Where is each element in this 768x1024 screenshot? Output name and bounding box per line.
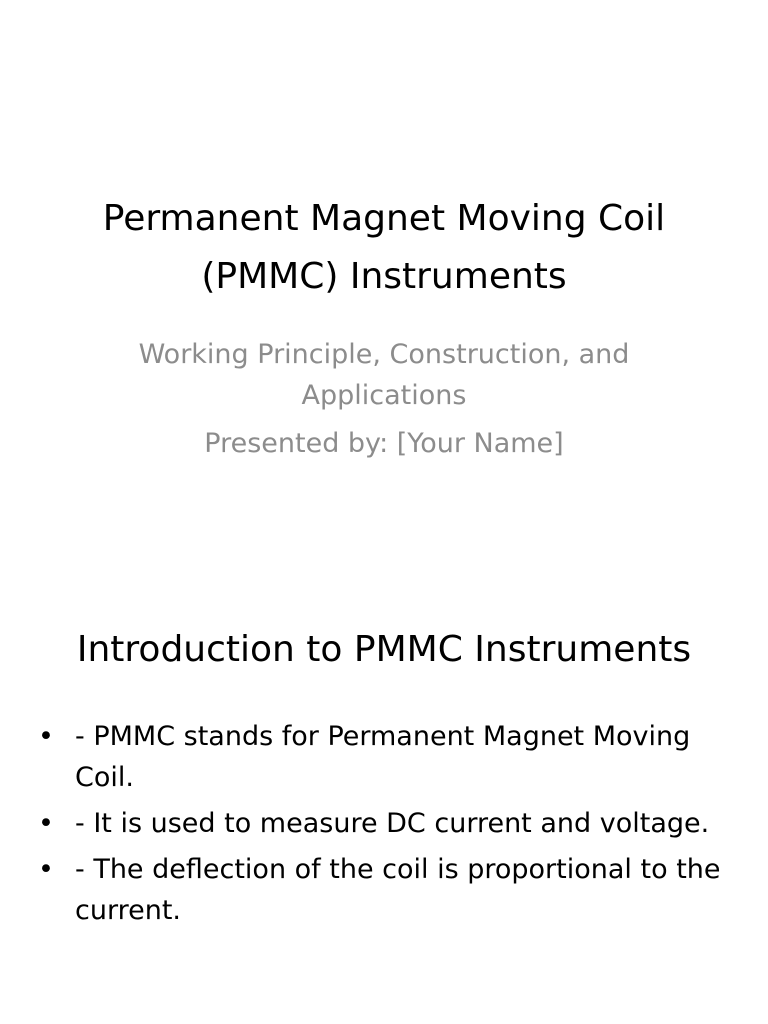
bullet-icon: • bbox=[38, 808, 54, 839]
bullet-text: - It is used to measure DC current and voltage. bbox=[75, 808, 710, 839]
bullet-text: - The deflection of the coil is proportional to the current. bbox=[75, 854, 721, 926]
slide-title: Introduction to PMMC Instruments bbox=[76, 629, 692, 670]
bullet-icon: • bbox=[38, 854, 54, 885]
presenter-text: Presented by: [Your Name] bbox=[204, 428, 564, 459]
slide-subtitle bbox=[60, 334, 708, 464]
bullet-list bbox=[38, 716, 738, 936]
bullet-item bbox=[38, 849, 738, 931]
bullet-item bbox=[38, 716, 738, 798]
bullet-text: - PMMC stands for Permanent Magnet Moving Coil. bbox=[75, 721, 691, 793]
slide-title: Permanent Magnet Moving Coil (PMMC) Instruments bbox=[102, 198, 666, 297]
subtitle-text: Working Principle, Construction, and Applications bbox=[138, 339, 630, 411]
content-slide bbox=[0, 512, 768, 1024]
bullet-icon: • bbox=[38, 721, 54, 752]
bullet-item bbox=[38, 803, 738, 844]
